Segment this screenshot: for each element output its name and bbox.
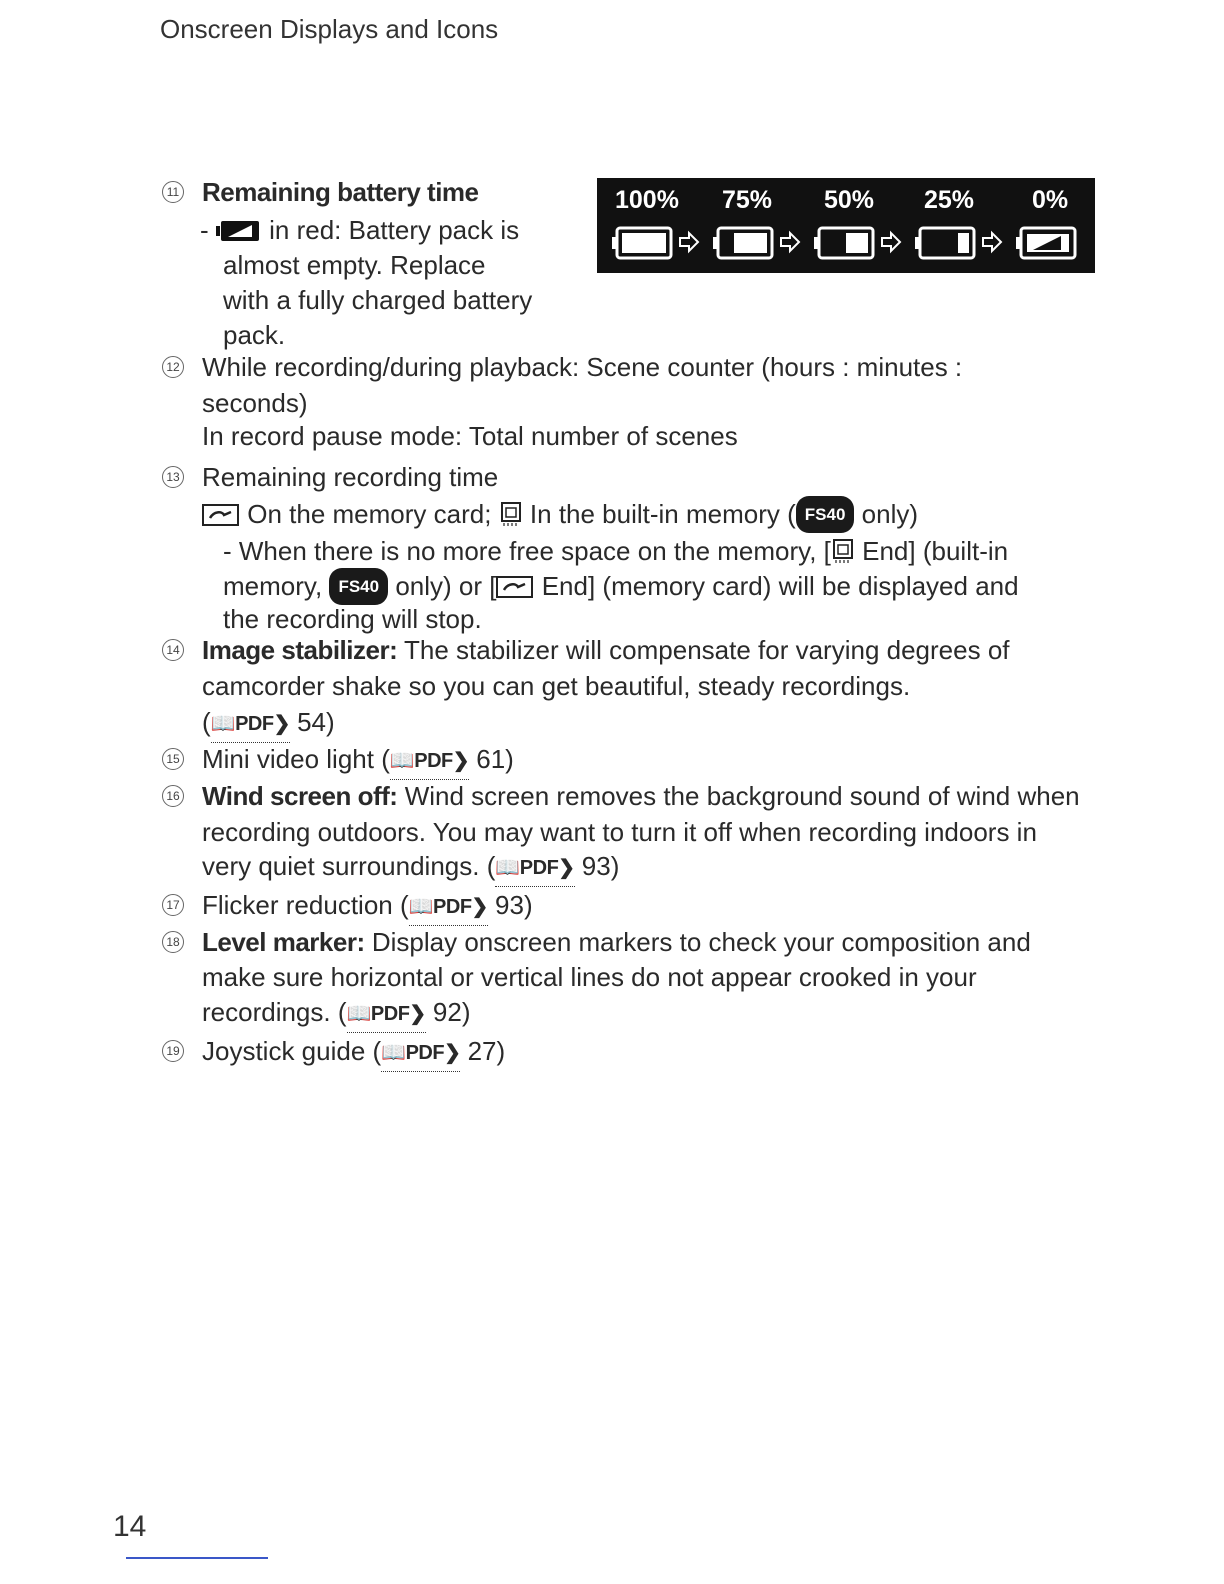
built-in-memory-icon [831, 536, 855, 564]
pdf-manual-icon: 📖 [210, 713, 236, 735]
arrow-right-icon [677, 230, 701, 254]
memory-card-icon [496, 575, 534, 599]
pdf-link[interactable]: 📖PDF❯ [347, 997, 426, 1033]
page-ref: 93) [581, 851, 620, 881]
item-text: Wind screen removes the background sound of wind when [404, 781, 1080, 811]
arrow-right-icon [778, 230, 802, 254]
arrow-right-icon [980, 230, 1004, 254]
pdf-manual-icon: 📖 [381, 1042, 406, 1064]
item-line [202, 925, 1031, 960]
pdf-label: PDF [235, 713, 274, 735]
memory-line [202, 496, 918, 533]
battery-level-label: 75% [722, 186, 773, 214]
item-number: 17 [162, 894, 184, 916]
pdf-label: PDF [405, 1042, 445, 1064]
item-text: camcorder shake so you can get beautiful, steady recordings. [202, 671, 911, 701]
item-text: recording outdoors. You may want to turn it off when recording indoors in [202, 817, 1037, 847]
battery-level-label: 100% [615, 186, 679, 214]
battery-level-panel [597, 178, 1095, 273]
item-text: Joystick guide ( [202, 1036, 382, 1066]
built-in-memory-icon [499, 499, 523, 527]
item-number: 15 [162, 748, 184, 770]
page-ref: 61) [476, 744, 514, 774]
battery-empty-icon [1015, 226, 1077, 260]
item-line [202, 995, 470, 1033]
item-number: 16 [162, 785, 184, 807]
item-title: Image stabilizer: [202, 635, 398, 665]
battery-empty-line [200, 213, 519, 248]
item-number: 11 [162, 181, 184, 203]
memory-full-line [223, 568, 1019, 605]
battery-level-label: 25% [924, 186, 975, 214]
item-text: - When there is no more free space on the memory, [ [223, 536, 831, 566]
memory-full-line [223, 534, 1008, 569]
battery-level-label: 0% [1032, 186, 1069, 214]
page-header: Onscreen Displays and Icons [160, 14, 499, 44]
item-number: 13 [162, 466, 184, 488]
pdf-manual-icon: 📖 [495, 857, 520, 879]
battery-50-icon [813, 226, 875, 260]
page-ref: 92) [432, 997, 471, 1027]
item-text: Flicker reduction ( [202, 890, 409, 920]
page-ref: 27) [467, 1036, 506, 1066]
pdf-link[interactable]: 📖PDF❯ [381, 1036, 460, 1072]
item-text: in red: Battery pack is [269, 215, 520, 245]
pdf-link[interactable]: 📖PDF❯ [409, 890, 488, 926]
battery-full-icon [611, 226, 673, 260]
pdf-link[interactable]: 📖PDF❯ [495, 851, 574, 887]
item-text: only) [861, 499, 919, 529]
item-text: Display onscreen markers to check your composition and [371, 927, 1031, 957]
item-text: In record pause mode: Total number of scenes [202, 421, 738, 451]
item-title: Level marker: [202, 927, 365, 957]
paren: ( [202, 707, 211, 737]
item-line [202, 849, 619, 887]
pdf-label: PDF [414, 750, 453, 772]
pdf-label: PDF [519, 857, 559, 879]
item-text: pack. [223, 320, 286, 350]
item-text: recordings. ( [202, 997, 347, 1027]
item-text: almost empty. Replace [223, 250, 486, 280]
memory-card-icon [202, 503, 240, 527]
page-ref: 54) [297, 707, 335, 737]
battery-empty-red-icon [216, 219, 262, 243]
item-number: 14 [162, 639, 184, 661]
item-title: Wind screen off: [202, 781, 398, 811]
bullet-dash: - [200, 215, 209, 245]
arrow-right-icon [879, 230, 903, 254]
item-text: The stabilizer will compensate for varying degrees of [404, 635, 1010, 665]
pdf-manual-icon: 📖 [346, 1003, 371, 1025]
item-text: only) or [ [395, 571, 497, 601]
item-line [202, 742, 514, 780]
item-text: memory, [223, 571, 323, 601]
pdf-reference[interactable] [202, 705, 335, 743]
item-line [202, 633, 1010, 668]
item-text: seconds) [202, 388, 308, 418]
item-text: the recording will stop. [223, 604, 482, 634]
pdf-label: PDF [433, 896, 472, 918]
item-line [202, 779, 1080, 814]
item-title: Remaining battery time [202, 177, 479, 207]
battery-level-label: 50% [824, 186, 875, 214]
page-ref: 93) [495, 890, 533, 920]
footer-rule [126, 1557, 268, 1559]
item-line [202, 888, 533, 926]
pdf-link[interactable]: 📖PDF❯ [211, 707, 290, 743]
item-text: with a fully charged battery [223, 285, 533, 315]
item-text: End] (memory card) will be displayed and [541, 571, 1019, 601]
battery-25-icon [914, 226, 976, 260]
item-text: make sure horizontal or vertical lines do not appear crooked in your [202, 962, 977, 992]
fs40-badge: FS40 [796, 496, 855, 533]
item-text: very quiet surroundings. ( [202, 851, 496, 881]
pdf-link[interactable]: 📖PDF❯ [390, 744, 469, 780]
fs40-badge: FS40 [329, 568, 388, 605]
pdf-label: PDF [370, 1003, 410, 1025]
item-text: While recording/during playback: Scene counter (hours : minutes : [202, 352, 963, 382]
pdf-manual-icon: 📖 [389, 750, 415, 772]
item-text: In the built-in memory ( [529, 499, 796, 529]
page-number: 14 [113, 1510, 147, 1543]
item-text: On the memory card; [247, 499, 492, 529]
item-number: 12 [162, 356, 184, 378]
item-number: 19 [162, 1040, 184, 1062]
pdf-manual-icon: 📖 [408, 896, 434, 918]
item-text: End] (built-in [862, 536, 1009, 566]
item-text: Remaining recording time [202, 462, 499, 492]
item-text: Mini video light ( [202, 744, 390, 774]
item-line [202, 1034, 505, 1072]
battery-75-icon [712, 226, 774, 260]
item-number: 18 [162, 931, 184, 953]
